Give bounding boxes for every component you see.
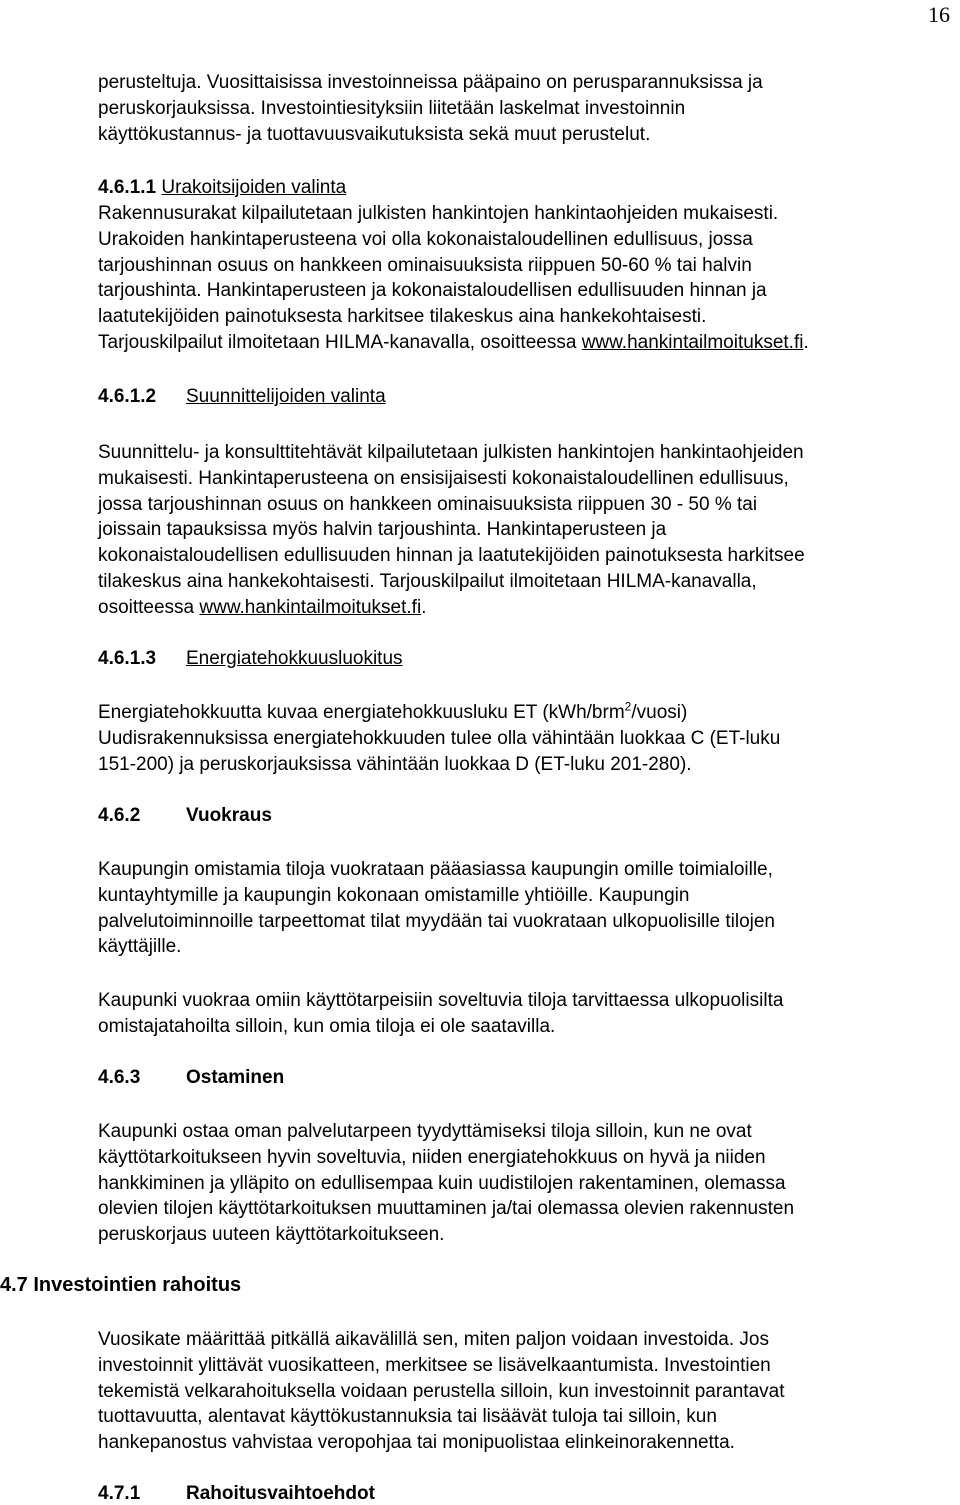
section-heading-4613 [98, 648, 403, 670]
section-heading-462 [98, 805, 272, 827]
text-line: mukaisesti. Hankintaperusteena on ensisijaisesti kokonaistaloudellinen edullisuus, [98, 467, 789, 489]
text-line: hankkiminen ja ylläpito on edullisempaa kuin uudistilojen rakentaminen, olemassa [98, 1172, 786, 1194]
section-number: 4.6.1.1 [98, 177, 157, 198]
text-line: joissain tapauksissa myös halvin tarjoushinta. Hankintaperusteen ja [98, 519, 667, 541]
text-line: käyttökustannus- ja tuottavuusvaikutuksista sekä muut perustelut. [98, 123, 651, 145]
text-line [98, 330, 948, 356]
text-line: peruskorjaus uuteen käyttötarkoitukseen. [98, 1224, 445, 1246]
section-title: Ostaminen [186, 1067, 285, 1088]
section-heading-463 [98, 1067, 284, 1089]
section-title: Rahoitusvaihtoehdot [186, 1483, 375, 1504]
section-heading-4611 [98, 177, 346, 199]
section-title: Urakoitsijoiden valinta [161, 177, 347, 198]
text-line: Urakoiden hankintaperusteena voi olla kokonaistaloudellinen edullisuus, jossa [98, 228, 753, 250]
section-number: 4.6.1.3 [98, 648, 157, 669]
section-number: 4.6.3 [98, 1067, 141, 1088]
text-line: hankepanostus vahvistaa veropohjaa tai monipuolistaa elinkeinorakennetta. [98, 1432, 735, 1454]
text-line: käyttötarkoitukseen hyvin soveltuvia, niiden energiatehokkuus on hyvä ja niiden [98, 1146, 766, 1168]
hankintailmoitukset-link[interactable]: www.hankintailmoitukset.fi [199, 596, 422, 618]
text-line: tarjoushinnan osuus on hankkeen ominaisuuksista riippuen 50-60 % tai halvin [98, 254, 752, 276]
paragraph-vuokraus-1 [98, 857, 948, 960]
paragraph-ostaminen [98, 1119, 948, 1248]
text-fragment: Energiatehokkuutta kuvaa energiatehokkuusluku ET (kWh/brm [98, 702, 625, 723]
text-fragment: /vuosi) [631, 702, 688, 723]
section-heading-47: 4.7 Investointien rahoitus [0, 1274, 242, 1296]
paragraph-energiatehokkuus [98, 700, 948, 777]
text-line [98, 595, 948, 621]
text-line: palvelutoiminnoille tarpeettomat tilat myydään tai vuokrataan ulkopuolisille tilojen [98, 910, 775, 932]
text-fragment: Tarjouskilpailut ilmoitetaan HILMA-kanavalla, osoitteessa [98, 331, 582, 353]
section-title: Vuokraus [186, 805, 272, 826]
section-title: Suunnittelijoiden valinta [186, 386, 386, 407]
text-line: kuntayhtymille ja kaupungin kokonaan omistamille yhtiöille. Kaupungin [98, 884, 690, 906]
section-number: 4.6.2 [98, 805, 141, 826]
section-number: 4.6.1.2 [98, 386, 157, 407]
section-number: 4.7.1 [98, 1483, 141, 1504]
paragraph-suunnittelijat [98, 440, 948, 621]
intro-paragraph [98, 70, 948, 147]
superscript: 2 [624, 699, 632, 714]
text-line: käyttäjille. [98, 936, 182, 958]
hankintailmoitukset-link[interactable]: www.hankintailmoitukset.fi [581, 331, 804, 353]
text-line: perusteltuja. Vuosittaisissa investoinneissa pääpaino on perusparannuksissa ja [98, 72, 763, 93]
section-heading-4612 [98, 386, 386, 408]
section-heading-471 [98, 1483, 375, 1505]
text-line: peruskorjauksissa. Investointiesityksiin liitetään laskelmat investoinnin [98, 97, 686, 119]
text-line: Suunnittelu- ja konsulttitehtävät kilpailutetaan julkisten hankintojen hankintaohjeiden [98, 442, 804, 463]
text-line: Kaupunki vuokraa omiin käyttötarpeisiin soveltuvia tiloja tarvittaessa ulkopuolisilta [98, 990, 784, 1011]
text-fragment: osoitteessa [98, 596, 200, 618]
text-line: Rakennusurakat kilpailutetaan julkisten hankintojen hankintaohjeiden mukaisesti. [98, 203, 779, 224]
text-line: tuottavuutta, alentavat käyttökustannuksia tai lisäävät tuloja tai silloin, kun [98, 1406, 717, 1428]
text-line: tilakeskus aina hankekohtaisesti. Tarjouskilpailut ilmoitetaan HILMA-kanavalla, [98, 570, 757, 592]
text-line: investoinnit ylittävät vuosikatteen, merkitsee se lisävelkaantumista. Investointien [98, 1354, 771, 1376]
text-line: tekemistä velkarahoituksella voidaan perustella silloin, kun investoinnit parantavat [98, 1380, 785, 1402]
text-line [98, 700, 948, 726]
text-line: jossa tarjoushinnan osuus on hankkeen ominaisuuksista riippuen 30 - 50 % tai [98, 493, 758, 515]
text-line: omistajatahoilta silloin, kun omia tiloja ei ole saatavilla. [98, 1015, 556, 1037]
paragraph-vuokraus-2 [98, 988, 948, 1040]
text-line: laatutekijöiden painotuksesta harkitsee tilakeskus aina hankekohtaisesti. [98, 306, 707, 328]
text-line: tarjoushinta. Hankintaperusteen ja kokonaistaloudellisen edullisuuden hinnan ja [98, 280, 767, 302]
text-line: kokonaistaloudellisen edullisuuden hinnan ja laatutekijöiden painotuksesta harkitsee [98, 545, 805, 567]
paragraph-rahoitus [98, 1327, 948, 1456]
text-line: Kaupunki ostaa oman palvelutarpeen tyydyttämiseksi tiloja silloin, kun ne ovat [98, 1121, 752, 1142]
text-line: Uudisrakennuksissa energiatehokkuuden tulee olla vähintään luokkaa C (ET-luku [98, 727, 781, 749]
text-fragment: . [803, 331, 809, 353]
section-title: Energiatehokkuusluokitus [186, 648, 403, 669]
text-line: 151-200) ja peruskorjauksissa vähintään luokkaa D (ET-luku 201-280). [98, 753, 692, 775]
text-line: olevien tilojen käyttötarkoituksen muuttaminen ja/tai olemassa olevien rakennusten [98, 1198, 795, 1220]
text-fragment: . [421, 596, 427, 618]
page-number: 16 [928, 2, 950, 27]
paragraph-urakoitsijat [98, 201, 948, 356]
text-line: Vuosikate määrittää pitkällä aikavälillä sen, miten paljon voidaan investoida. Jos [98, 1329, 770, 1350]
text-line: Kaupungin omistamia tiloja vuokrataan pääasiassa kaupungin omille toimialoille, [98, 859, 773, 880]
